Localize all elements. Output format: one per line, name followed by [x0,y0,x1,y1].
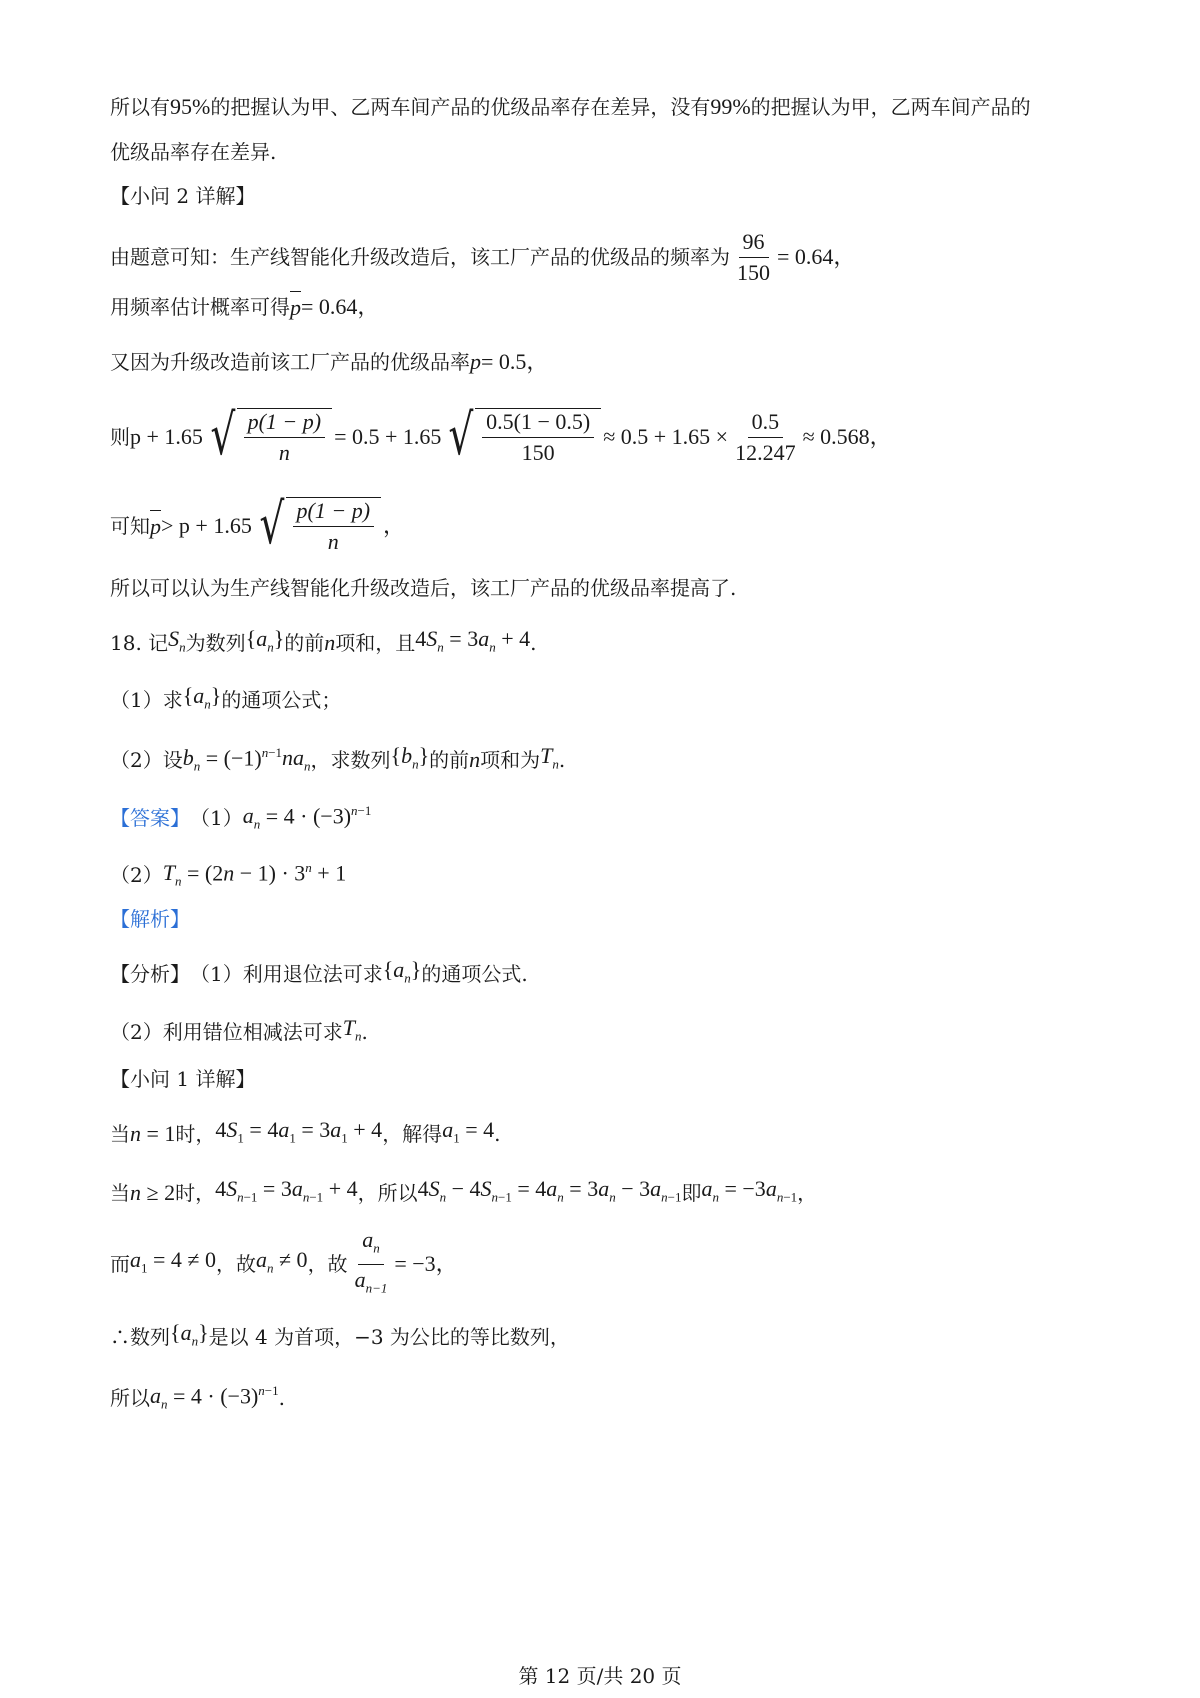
step-n-equals-1: 当 n = 1 时， $4S_1 = 4a_1 = 3a_1 + 4$ ，解得 $a_1 = 4$ . [110,1117,501,1147]
paragraph-estimate: 用频率估计概率可得 p = 0.64， [110,291,1140,323]
paragraph-prior-rate: 又因为升级改造前该工厂产品的优级品率 p = 0.5， [110,349,549,374]
fraction-96-150: $\frac{96}{150}$ [737,228,770,285]
sqrt-expression-2: √ $\frac{0.5(1 - 0.5)}{150}$ [443,408,601,466]
answer-label: 【答案】 [110,805,190,830]
equation-threshold: 则 p + 1.65 √ $\frac{p(1 - p)}{n}$ = 0.5 + 1.65 √ $\frac{0.5(1 - 0.5)}{150}$ ≈ 0.5 + 1.65 × $\frac{0.5}{12.247}$ ≈ 0.568， [110,403,892,468]
sqrt-expression-3: √ $\frac{p(1 - p)}{n}$ [254,497,381,555]
step-geometric: ∴数列 $\{a_n\}$ 是以 4 为首项，−3 为公比的等比数列， [110,1320,570,1350]
page-footer: 第 12 页/共 20 页 [518,1664,682,1688]
sqrt-expression-1: √ $\frac{p(1 - p)}{n}$ [205,408,332,466]
question-18-part-2: （2）设 $b_n = (-1)^{n-1}na_n$ ，求数列 $\{b_n\}$ 的前 n 项和为 $T_n$ . [110,742,566,774]
answer-part-2: （2） $T_n = (2n - 1) \cdot 3^n + 1$ [110,860,347,889]
section-heading-sub1: 【小问 1 详解】 [110,1067,256,1091]
step-ratio: 而 $a_1 = 4 \ne 0$ ，故 $a_n \ne 0$ ，故 $\frac{a_n}{a_{n-1}}$ = −3， [110,1232,1140,1296]
paragraph-conclusion-cont: 优级品率存在差异. [110,140,277,164]
analysis-part-1: 【分析】 （1）利用退位法可求 $\{a_n\}$ 的通项公式. [110,957,528,987]
section-heading-sub2: 【小问 2 详解】 [110,184,256,208]
paragraph-conclusion: 所以有 95% 的把握认为甲、乙两车间产品的优级品率存在差异，没有 99% 的把握认为甲，乙两车间产品的 [110,94,1031,119]
inequality-result: 可知 p > p + 1.65 √ $\frac{p(1 - p)}{n}$ ， [110,492,406,557]
fraction-ratio: $\frac{a_n}{a_{n-1}}$ [354,1227,388,1295]
step-n-geq-2: 当 n ≥ 2 时， $4S_{n-1} = 3a_{n-1} + 4$ ，所以 $4S_n - 4S_{n-1} = 4a_n = 3a_n - 3a_{n-1}$ 即 $a_n = -3a_{n-1}$ ， [110,1176,818,1206]
analysis-part-2: （2）利用错位相减法可求 $T_n$ . [110,1015,368,1045]
solution-label: 【解析】 [110,907,190,931]
question-18: 18. 记 $S_n$ 为数列 $\{a_n\}$ 的前 n 项和，且 $4S_n = 3a_n + 4$ . [110,626,537,656]
answer-part-1: 【答案】 （1） $a_n = 4 \cdot (-3)^{n-1}$ [110,803,372,832]
question-18-part-1: （1）求 $\{a_n\}$ 的通项公式； [110,683,342,713]
paragraph-final-conclusion: 所以可以认为生产线智能化升级改造后，该工厂产品的优级品率提高了. [110,576,737,600]
fraction-0.5-12.247: $\frac{0.5}{12.247}$ [735,408,796,465]
step-formula: 所以 $a_n = 4 \cdot (-3)^{n-1}$ . [110,1383,285,1412]
paragraph-frequency: 由题意可知：生产线智能化升级改造后，该工厂产品的优级品的频率为 $\frac{96}{150}$ = 0.64， [110,228,856,285]
